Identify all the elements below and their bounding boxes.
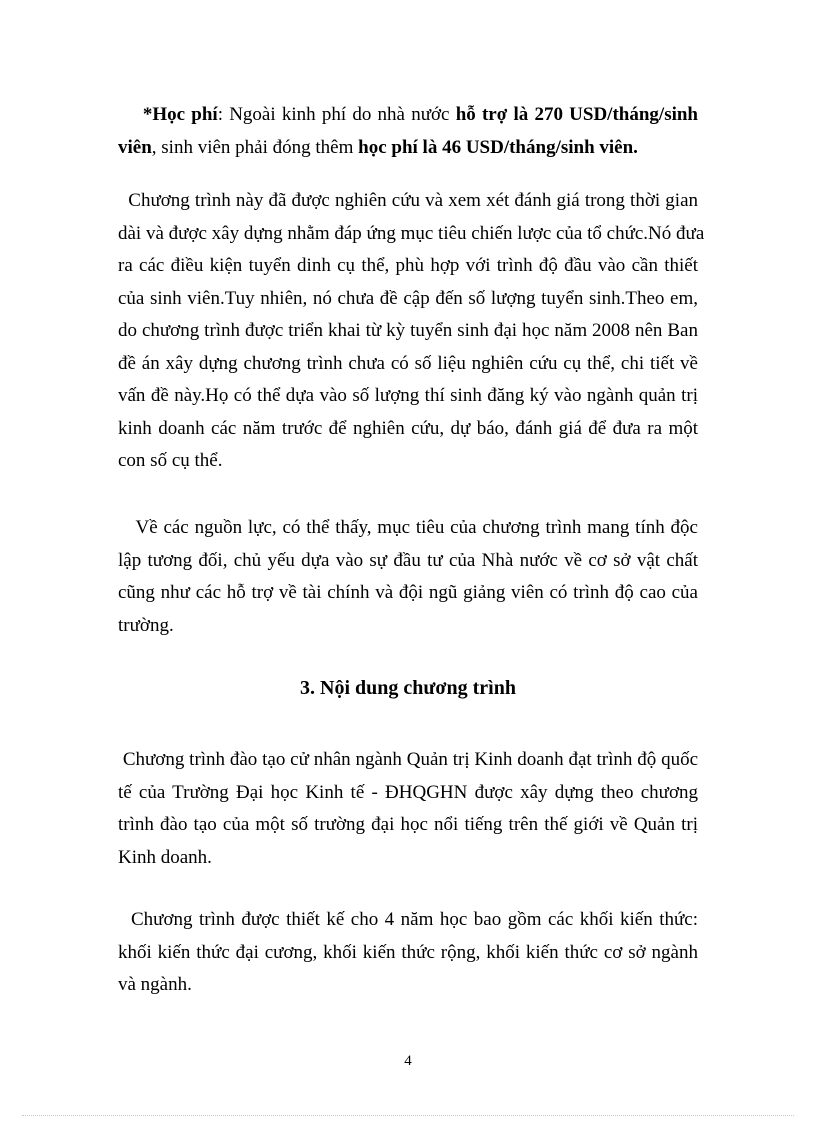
resources-paragraph: [118, 512, 698, 642]
tuition-line-2: [118, 132, 698, 165]
tuition-line-1: [118, 99, 698, 132]
text-line: Về các nguồn lực, có thể thấy, mục tiêu của chương trình mang tính độc: [135, 517, 698, 538]
text-line: đề án xây dựng chương trình chưa có số liệu nghiên cứu cụ thể, chi tiết về: [118, 352, 698, 374]
tuition-text-2: , sinh viên phải đóng thêm: [151, 136, 359, 158]
text-line: cũng như các hỗ trợ về tài chính và đội ngũ giảng viên có trình độ cao của: [118, 582, 698, 603]
tuition-paragraph: [118, 99, 698, 164]
text-line: ra các điều kiện tuyển dinh cụ thể, phù hợp với trình độ đầu vào cần thiết: [118, 255, 698, 276]
text-line: Chương trình đào tạo cử nhân ngành Quản trị Kinh doanh đạt trình độ quốc: [122, 749, 698, 770]
text-line: của sinh viên.Tuy nhiên, nó chưa đề cập đến số lượng tuyển sinh.Theo em,: [118, 287, 698, 309]
tuition-support-unit: viên: [118, 136, 152, 158]
program-structure-paragraph: [118, 904, 698, 1002]
text-line: lập tương đối, chủ yếu dựa vào sự đầu tư của Nhà nước về cơ sở vật chất: [118, 549, 698, 571]
tuition-support-amount: hỗ trợ là 270 USD/tháng/sinh: [455, 104, 699, 125]
tuition-fee-amount: học phí là 46 USD/tháng/sinh viên.: [358, 136, 638, 158]
text-line: Chương trình này đã được nghiên cứu và xem xét đánh giá trong thời gian: [128, 190, 698, 211]
section-heading: 3. Nội dung chương trình: [300, 677, 516, 699]
text-line: trình đào tạo của một số trường đại học nổi tiếng trên thế giới về Quản trị: [118, 814, 698, 835]
evaluation-paragraph: [118, 185, 705, 478]
page-bottom-divider: [22, 1115, 794, 1116]
text-line: do chương trình được triển khai từ kỳ tuyển sinh đại học năm 2008 nên Ban: [118, 320, 698, 341]
text-line: Kinh doanh.: [118, 846, 212, 868]
tuition-label: *Học phí: [142, 104, 218, 125]
text-line: con số cụ thể.: [118, 450, 223, 471]
program-description-paragraph: [118, 744, 698, 874]
tuition-text-1: : Ngoài kinh phí do nhà nước: [217, 104, 456, 125]
text-line: tế của Trường Đại học Kinh tế - ĐHQGHN được xây dựng theo chương: [118, 781, 698, 803]
text-line: khối kiến thức đại cương, khối kiến thức rộng, khối kiến thức cơ sở ngành: [118, 941, 698, 963]
page-number: 4: [404, 1053, 412, 1069]
text-line: dài và được xây dựng nhằm đáp ứng mục tiêu chiến lược của tổ chức.Nó đưa: [118, 222, 705, 244]
text-line: vấn đề này.Họ có thể dựa vào số lượng thí sinh đăng ký vào ngành quản trị: [118, 385, 698, 406]
text-line: kinh doanh các năm trước để nghiên cứu, dự báo, đánh giá để đưa ra một: [118, 417, 698, 439]
text-line: và ngành.: [118, 974, 192, 995]
text-line: trường.: [118, 614, 174, 636]
text-line: Chương trình được thiết kế cho 4 năm học bao gồm các khối kiến thức:: [130, 909, 698, 930]
